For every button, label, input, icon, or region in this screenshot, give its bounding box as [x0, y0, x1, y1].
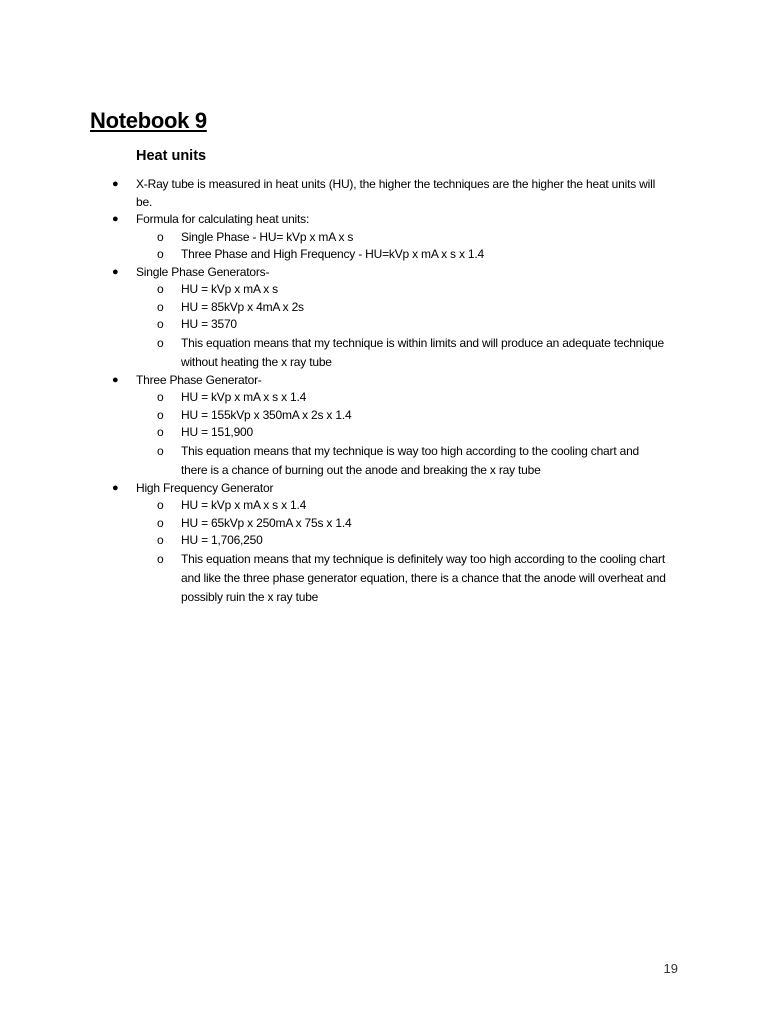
- sub-bullet-marker: o: [157, 335, 164, 350]
- sub-list-item: [0, 550, 666, 607]
- sub-list-item-text: Single Phase - HU= kVp x mA x s: [181, 229, 354, 244]
- sub-list-item-text: HU = 85kVp x 4mA x 2s: [181, 299, 304, 314]
- sub-list-item-text: HU = 1,706,250: [181, 533, 263, 547]
- bullet-marker: ●: [112, 481, 119, 494]
- bullet-marker: ●: [112, 213, 119, 225]
- sub-bullet-marker: o: [157, 282, 164, 296]
- page-title: Notebook 9: [90, 108, 207, 133]
- sub-list-item: [0, 532, 666, 550]
- list-item: [0, 176, 666, 211]
- sub-list-item: [0, 316, 666, 334]
- sub-bullet-marker: o: [157, 498, 164, 512]
- list-item: [0, 372, 666, 390]
- sub-list-item-text: HU = kVp x mA x s x 1.4: [181, 390, 307, 404]
- sub-bullet-marker: o: [157, 247, 164, 261]
- sub-list-item-text: HU = 155kVp x 350mA x 2s x 1.4: [181, 407, 352, 422]
- list-item: [0, 264, 666, 282]
- sub-list-item: [0, 442, 666, 480]
- list-item: [0, 480, 666, 498]
- sub-bullet-marker: o: [157, 533, 164, 547]
- sub-bullet-marker: o: [157, 443, 164, 458]
- list-item-text: High Frequency Generator: [136, 480, 274, 495]
- sub-list-item-text: This equation means that my technique is definitely way too high according to the cooling chart and like the three phase generator equation, there is a chance that the anode will overheat and possibly ruin the x ray tube: [181, 551, 666, 604]
- sub-list-item: [0, 334, 666, 372]
- sub-list-item: [0, 389, 666, 407]
- sub-list-item-text: HU = kVp x mA x s x 1.4: [181, 498, 307, 512]
- sub-bullet-marker: o: [157, 551, 164, 566]
- bullet-marker: ●: [112, 265, 119, 278]
- list-item: [0, 211, 666, 229]
- bullet-marker: ●: [112, 178, 119, 190]
- sub-list-item: [0, 497, 666, 515]
- list-item-text: Formula for calculating heat units:: [136, 212, 310, 226]
- sub-bullet-marker: o: [157, 317, 164, 331]
- sub-list-item-text: HU = 151,900: [181, 425, 253, 439]
- sub-bullet-marker: o: [157, 515, 164, 530]
- sub-list-item-text: HU = kVp x mA x s: [181, 282, 278, 296]
- section-heading: Heat units: [136, 148, 207, 164]
- bullet-marker: ●: [112, 373, 119, 386]
- sub-list-item: [0, 424, 666, 442]
- list-item-text: Single Phase Generators-: [136, 264, 270, 279]
- list-item-text: Three Phase Generator-: [136, 372, 262, 387]
- sub-list-item-text: HU = 65kVp x 250mA x 75s x 1.4: [181, 515, 352, 530]
- sub-list-item: [0, 299, 666, 317]
- sub-list-item: [0, 515, 666, 533]
- sub-list-item: [0, 229, 666, 247]
- sub-list-item: [0, 281, 666, 299]
- sub-bullet-marker: o: [157, 390, 164, 404]
- bullet-list: [0, 176, 768, 607]
- page-number: 19: [663, 961, 678, 976]
- sub-bullet-marker: o: [157, 299, 164, 314]
- sub-list-item-text: Three Phase and High Frequency - HU=kVp x mA x s x 1.4: [181, 247, 485, 261]
- sub-list-item-text: HU = 3570: [181, 317, 237, 331]
- sub-list-item-text: This equation means that my technique is within limits and will produce an adequate technique without heating the x ray tube: [181, 335, 665, 369]
- sub-list-item: [0, 407, 666, 425]
- list-item-text: X-Ray tube is measured in heat units (HU), the higher the techniques are the higher the heat units will be.: [136, 177, 656, 209]
- sub-list-item: [0, 246, 666, 264]
- sub-bullet-marker: o: [157, 229, 164, 244]
- sub-bullet-marker: o: [157, 425, 164, 439]
- sub-bullet-marker: o: [157, 407, 164, 422]
- sub-list-item-text: This equation means that my technique is way too high according to the cooling chart and there is a chance of burning out the anode and breaking the x ray tube: [181, 443, 640, 477]
